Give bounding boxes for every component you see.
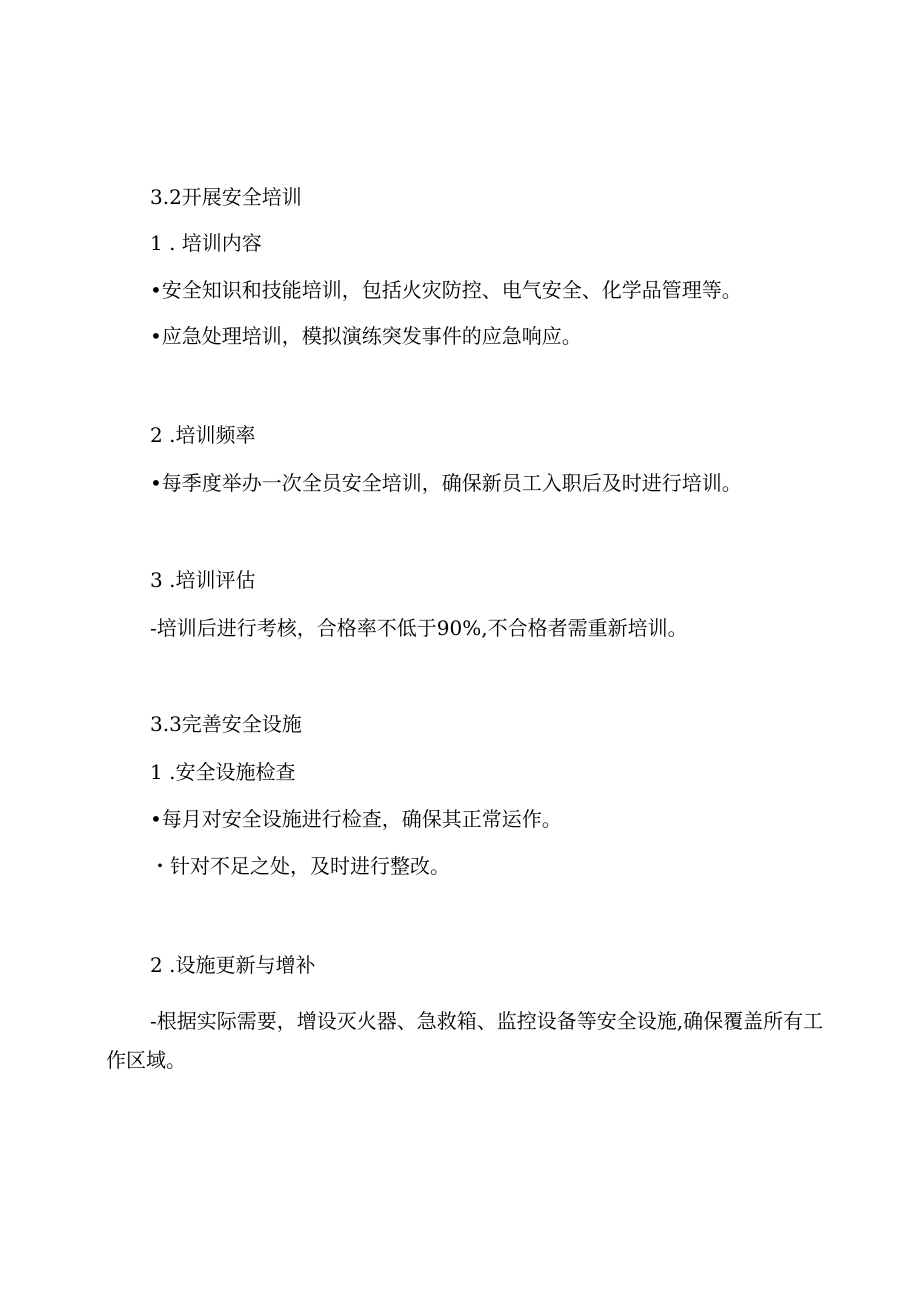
bullet-item: ・针对不足之处，及时进行整改。 [150,854,450,878]
subsection-heading-facility-inspection: 1 .安全设施检查 [150,760,296,784]
section-heading-3-2: 3.2开展安全培训 [150,185,302,209]
bullet-item: •安全知识和技能培训，包括火灾防控、电气安全、化学品管理等。 [150,278,742,302]
body-paragraph: -根据实际需要，增设灭火器、急救箱、监控设备等安全设施,确保覆盖所有工作区域。 [106,1009,824,1072]
bullet-item: •应急处理培训，模拟演练突发事件的应急响应。 [150,324,582,348]
subsection-heading-training-frequency: 2 .培训频率 [150,423,256,447]
subsection-heading-facility-update: 2 .设施更新与增补 [150,953,316,977]
bullet-item: -培训后进行考核，合格率不低于90%,不合格者需重新培训。 [150,616,688,640]
subsection-heading-training-evaluation: 3 .培训评估 [150,568,256,592]
bullet-item: •每月对安全设施进行检查，确保其正常运作。 [150,807,562,831]
bullet-item: •每季度举办一次全员安全培训，确保新员工入职后及时进行培训。 [150,471,742,495]
subsection-heading-training-content: 1 . 培训内容 [150,231,262,255]
section-heading-3-3: 3.3完善安全设施 [150,712,302,736]
